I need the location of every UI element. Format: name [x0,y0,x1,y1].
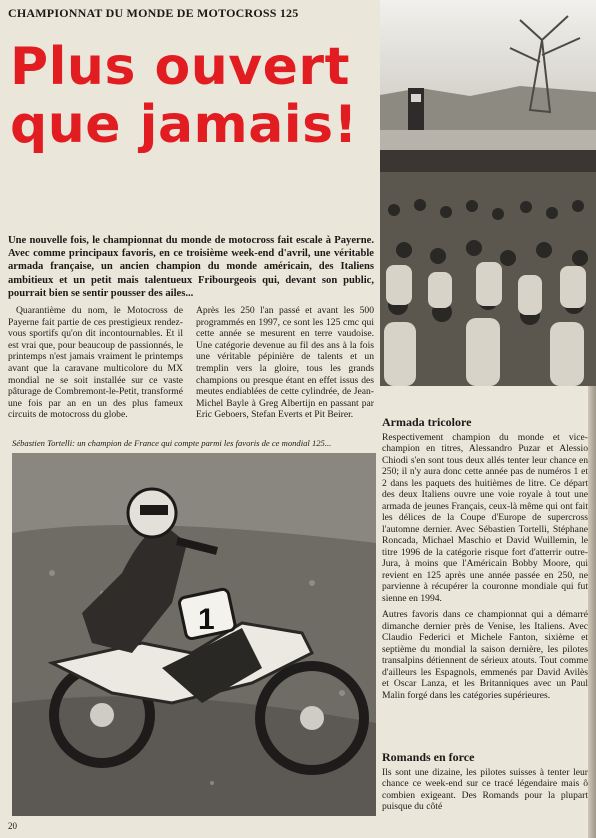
kicker: CHAMPIONNAT DU MONDE DE MOTOCROSS 125 [8,6,299,20]
crowd-photo-image [380,0,596,386]
sidebar-paragraph-2: Autres favoris dans ce championnat qui a démarré dimanche dernier près de Venise, les Italiens. Avec Claudio Federici et Michele Fanton, sixième et septième du mondial la saison dernière, les pilotes transalpins détiennent de sérieux atouts. Tout comme d'ailleurs les Espagnols, emmenés par David Avilès et Oscar Lanza, et les Britanniques avec un Paul Malin forgé dans les catégories supérieures. [382,609,588,701]
headline-line-2: que jamais! [10,95,358,155]
page-number: 20 [8,821,17,831]
sidebar-heading-armada: Armada tricolore [382,415,472,429]
sidebar-paragraph-1: Respectivement champion du monde et vice-champion en titres, Alessandro Puzar et Alessio Chiodi s'en sont tous deux allés tenter leur chance en 250; il n'y aura donc cette année pas de numéros 1 et 2 dans les paquets des huitièmes de litre. Ce départ des deux Italiens ouvre une voie royale à tout une armada de jeunes Français, ceux-là même qui ont fait les délices de la Coupe d'Europe de supercross l'automne dernier. Avec Sébastien Tortelli, Stéphane Roncada, Michael Maschio et David Wuillemin, le titre 1996 de la catégorie risque fort d'atterrir outre-Jura, à moins que l'Américain Bobby Moore, qui revient en 125 après une année passée en 250, ne parvienne à récupérer la couronne mondiale qui fut sienne en 1994. [382,431,588,604]
page-edge-shadow [588,386,596,838]
bike-number: 1 [198,603,215,636]
sidebar-heading-romands: Romands en force [382,750,475,764]
sidebar-armada [382,417,588,706]
sidebar-romands [382,752,588,818]
motocross-photo-image [12,453,376,816]
body-column-2: Après les 250 l'an passé et avant les 500 programmés en 1997, ce sont les 125 cmc qui cette année se mesurent en terre vaudoise. Une catégorie devenue au fil des ans à la fois une véritable pépinière de talents et un tremplin vers la gloire, tous les grands champions ou presque étant en effet issus des meutes endiablées de cette cylindrée, de Jean-Michel Bayle à Greg Albertijn en passant par Eric Geboers, Stefan Everts et Pit Beirer. [196,305,374,421]
crowd-photo [380,0,596,386]
body-column-1: Quarantième du nom, le Motocross de Payerne fait partie de ces prestigieux rendez-vous sportifs qu'on dit incontournables. Et il est vrai que, pour beaucoup de passionnés, le printemps n'est jamais vraiment le printemps avant que la caravane multicolore du MX mondial ne se soit installée sur ce vaste pâturage de Combremont-le-Petit, transformé une fois par an en un des plus fameux circuits de motocross du globe. [8,305,183,421]
photo-caption: Sébastien Tortelli: un champion de France qui compte parmi les favoris de ce mondial 125... [12,438,332,448]
sidebar-paragraph-3: Ils sont une dizaine, les pilotes suisses à tenter leur chance ce week-end sur ce tracé légendaire mais ô combien exigeant. Des Romands pour la plupart puisque du côté [382,766,588,812]
headline [10,38,378,154]
headline-line-1: Plus ouvert [10,37,350,97]
motocross-photo [12,453,376,816]
lead-paragraph: Une nouvelle fois, le championnat du monde de motocross fait escale à Payerne. Avec comme principaux favoris, en ce troisième week-end d'avril, une véritable armada française, un ancien champion du monde américain, des Italiens ambitieux et un petit mais talentueux Fribourgeois qui, devant son public, pourrait bien se sentir pousser des ailes... [8,235,374,299]
